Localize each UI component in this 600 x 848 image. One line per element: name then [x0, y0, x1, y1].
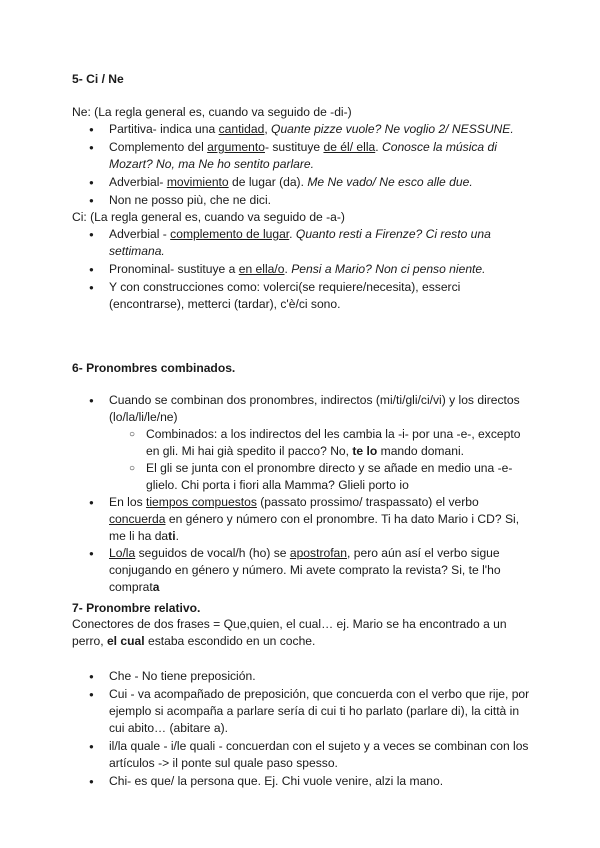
- ci-list: [72, 226, 532, 313]
- list-item: ● Non ne posso più, che ne dici.: [72, 192, 532, 209]
- list-item: ● Adverbial- movimiento de lugar (da). Me Ne vado/ Ne esco alle due.: [72, 174, 532, 191]
- ne-list: [72, 121, 532, 209]
- sub-list-item: ○ El gli se junta con el pronombre directo y se añade en medio una -e- glielo. Chi porta i fiori alla Mamma? Glieli porto io: [109, 460, 532, 494]
- list-item: ● Lo/la seguidos de vocal/h (ho) se apostrofan, pero aún así el verbo sigue conjugando en género y número. Mi avete comprato la revista? Si, te l'ho comprata: [72, 545, 532, 596]
- section-7-body: [72, 616, 532, 790]
- ci-intro: Ci: (La regla general es, cuando va seguido de -a-): [72, 210, 345, 224]
- section-5-heading: 5- Ci / Ne: [72, 72, 124, 86]
- list-item: ● Adverbial - complemento de lugar. Quanto resti a Firenze? Ci resto una settimana.: [72, 226, 532, 260]
- section-7-heading: 7- Pronombre relativo.: [72, 601, 201, 615]
- list-item: ● Cui - va acompañado de preposición, que concuerda con el verbo que rije, por ejemplo si acompaña a parlare sería di cui ti ho parlato (parlare di), la città in cui abito… (abitare a).: [72, 686, 532, 737]
- list-item: ● Chi- es que/ la persona que. Ej. Chi vuole venire, alzi la mano.: [72, 773, 532, 790]
- ne-intro: Ne: (La regla general es, cuando va seguido de -di-): [72, 105, 352, 119]
- relative-intro: Conectores de dos frases = Que,quien, el cual… ej. Mario se ha encontrado a un perro, el cual estaba escondido en un coche.: [72, 617, 507, 648]
- list-item: ● il/la quale - i/le quali - concuerdan con el sujeto y a veces se combinan con los artículos -> il ponte sul quale paso spesso.: [72, 738, 532, 772]
- list-item: ● Pronominal- sustituye a en ella/o. Pensi a Mario? Non ci penso niente.: [72, 261, 532, 278]
- section-6-heading: 6- Pronombres combinados.: [72, 361, 236, 375]
- list-item: ● Partitiva- indica una cantidad, Quante pizze vuole? Ne voglio 2/ NESSUNE.: [72, 121, 532, 138]
- combined-sublist: [109, 426, 532, 494]
- combined-list: [72, 392, 532, 596]
- list-item: ● Complemento del argumento- sustituye de él/ ella. Conosce la música di Mozart? No, ma Ne ho sentito parlare.: [72, 139, 532, 173]
- relative-list: [72, 668, 532, 790]
- section-6-body: [72, 392, 532, 596]
- list-item: ● Y con construcciones como: volerci(se requiere/necesita), esserci (encontrarse), metterci (tardar), c'è/ci sono.: [72, 279, 532, 313]
- list-item: ● Cuando se combinan dos pronombres, indirectos (mi/ti/gli/ci/vi) y los directos (lo/la/li/le/ne) ○ Combinados: a los indirectos del les cambia la -i- por una -e-, excepto en gli. Mi hai già spedito il pacco? No, te lo mando domani. ○ El gli se junta con el pronombre directo y se añade en medio una -e- glielo. Chi porta i fiori alla Mamma? Glieli porto io: [72, 392, 532, 494]
- list-item: ● En los tiempos compuestos (passato prossimo/ traspassato) el verbo concuerda en género y número con el pronombre. Ti ha dato Mario i CD? Si, me li ha dati.: [72, 494, 532, 545]
- sub-list-item: ○ Combinados: a los indirectos del les cambia la -i- por una -e-, excepto en gli. Mi hai già spedito il pacco? No, te lo mando domani.: [109, 426, 532, 460]
- section-5-body: [72, 104, 532, 313]
- list-item: ● Che - No tiene preposición.: [72, 668, 532, 685]
